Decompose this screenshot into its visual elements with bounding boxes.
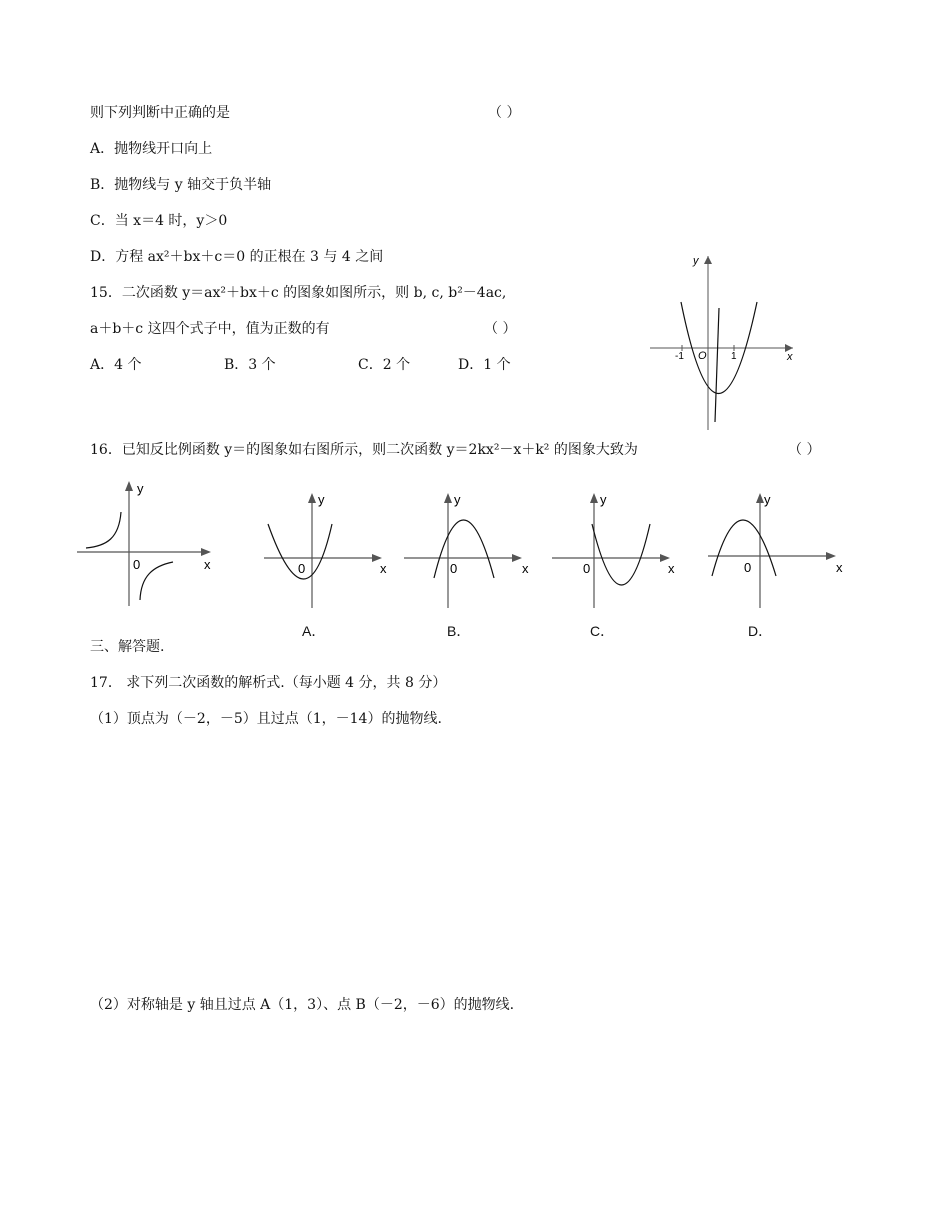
y-axis-label: y xyxy=(600,492,607,507)
q16-option-c-graph xyxy=(550,490,680,610)
option-text: 方程 ax²＋bx＋c＝0 的正根在 3 与 4 之间 xyxy=(115,249,384,265)
hyperbola-branch-left xyxy=(86,512,121,548)
q16-option-d-graph xyxy=(706,490,856,610)
option-text: 当 x＝4 时，y＞0 xyxy=(114,213,228,229)
option-label: A． xyxy=(90,141,115,157)
origin-label: O xyxy=(698,350,707,362)
x-axis-label: x xyxy=(204,557,211,572)
y-axis-label: y xyxy=(764,492,771,507)
origin-label: 0 xyxy=(133,557,141,572)
y-axis-arrow-icon xyxy=(308,493,316,503)
q16-stem: 16．已知反比例函数 y＝的图象如右图所示，则二次函数 y＝2kx²－x＋k² 的图象大致为 xyxy=(90,442,638,458)
q14-option-c xyxy=(90,212,227,230)
x-axis-label: x xyxy=(380,561,387,576)
y-axis-label: y xyxy=(137,481,144,496)
q16-answer-paren: （ ） xyxy=(788,442,821,458)
x-axis-arrow-icon xyxy=(201,548,211,556)
x-axis-label: x xyxy=(787,351,793,363)
q16-option-b-caption: B． xyxy=(447,623,471,639)
option-label: C． xyxy=(90,213,115,229)
q15-line1: 15．二次函数 y＝ax²＋bx＋c 的图象如图所示，则 b, c, b²－4ac, xyxy=(90,285,507,301)
q16-option-a-caption: A． xyxy=(302,623,326,639)
symmetry-line xyxy=(715,308,719,422)
option-text: 抛物线开口向上 xyxy=(114,141,213,157)
q16-option-a-graph xyxy=(262,490,392,610)
tick-label-neg: -1 xyxy=(675,351,684,362)
parabola-curve xyxy=(592,524,650,585)
q14-answer-paren: （ ） xyxy=(488,105,521,121)
tick-label-pos: 1 xyxy=(731,351,737,362)
y-axis-label: y xyxy=(454,492,461,507)
origin-label: 0 xyxy=(583,561,591,576)
q15-parabola-graph xyxy=(645,250,800,435)
parabola-curve xyxy=(434,520,494,578)
y-axis-arrow-icon xyxy=(756,493,764,503)
origin-label: 0 xyxy=(298,561,306,576)
y-axis-label: y xyxy=(318,492,325,507)
q16-option-c-caption: C． xyxy=(590,623,615,639)
q15-option-b: B．3 个 xyxy=(224,357,276,373)
q17-stem: 17． 求下列二次函数的解析式.（每小题 4 分，共 8 分） xyxy=(90,675,447,691)
q15-option-a: A．4 个 xyxy=(90,357,142,373)
hyperbola-branch-right xyxy=(140,562,173,600)
q15-line2: a＋b＋c 这四个式子中，值为正数的有 xyxy=(90,321,330,337)
q17-part1: （1）顶点为（－2，－5）且过点（1，－14）的抛物线. xyxy=(90,711,442,727)
q17-part2: （2）对称轴是 y 轴且过点 A（1，3）、点 B（－2，－6）的抛物线. xyxy=(90,997,515,1013)
q15-option-d: D．1 个 xyxy=(458,357,511,373)
q14-stem: 则下列判断中正确的是 xyxy=(90,105,230,121)
y-axis-arrow-icon xyxy=(704,256,712,264)
x-axis-label: x xyxy=(836,560,843,575)
y-axis-arrow-icon xyxy=(444,493,452,503)
section-title: 三、解答题. xyxy=(90,639,165,655)
origin-label: 0 xyxy=(450,561,458,576)
q16-option-b-graph xyxy=(402,490,532,610)
q15-option-c: C．2 个 xyxy=(358,357,411,373)
option-text: 抛物线与 y 轴交于负半轴 xyxy=(114,177,272,193)
x-axis-label: x xyxy=(522,561,529,576)
q14-option-b xyxy=(90,176,271,194)
origin-label: 0 xyxy=(744,560,752,575)
q14-option-a xyxy=(90,140,212,158)
q15-answer-paren: （ ） xyxy=(484,321,517,337)
y-axis-label: y xyxy=(693,255,699,267)
x-axis-label: x xyxy=(668,561,675,576)
x-axis-arrow-icon xyxy=(826,552,836,560)
y-axis-arrow-icon xyxy=(125,481,133,491)
y-axis-arrow-icon xyxy=(590,493,598,503)
option-label: B． xyxy=(90,177,115,193)
q14-option-d xyxy=(90,248,383,266)
q16-reference-hyperbola-graph xyxy=(75,478,225,610)
x-axis-arrow-icon xyxy=(512,554,522,562)
option-label: D． xyxy=(90,249,116,265)
q16-option-d-caption: D． xyxy=(748,623,773,639)
